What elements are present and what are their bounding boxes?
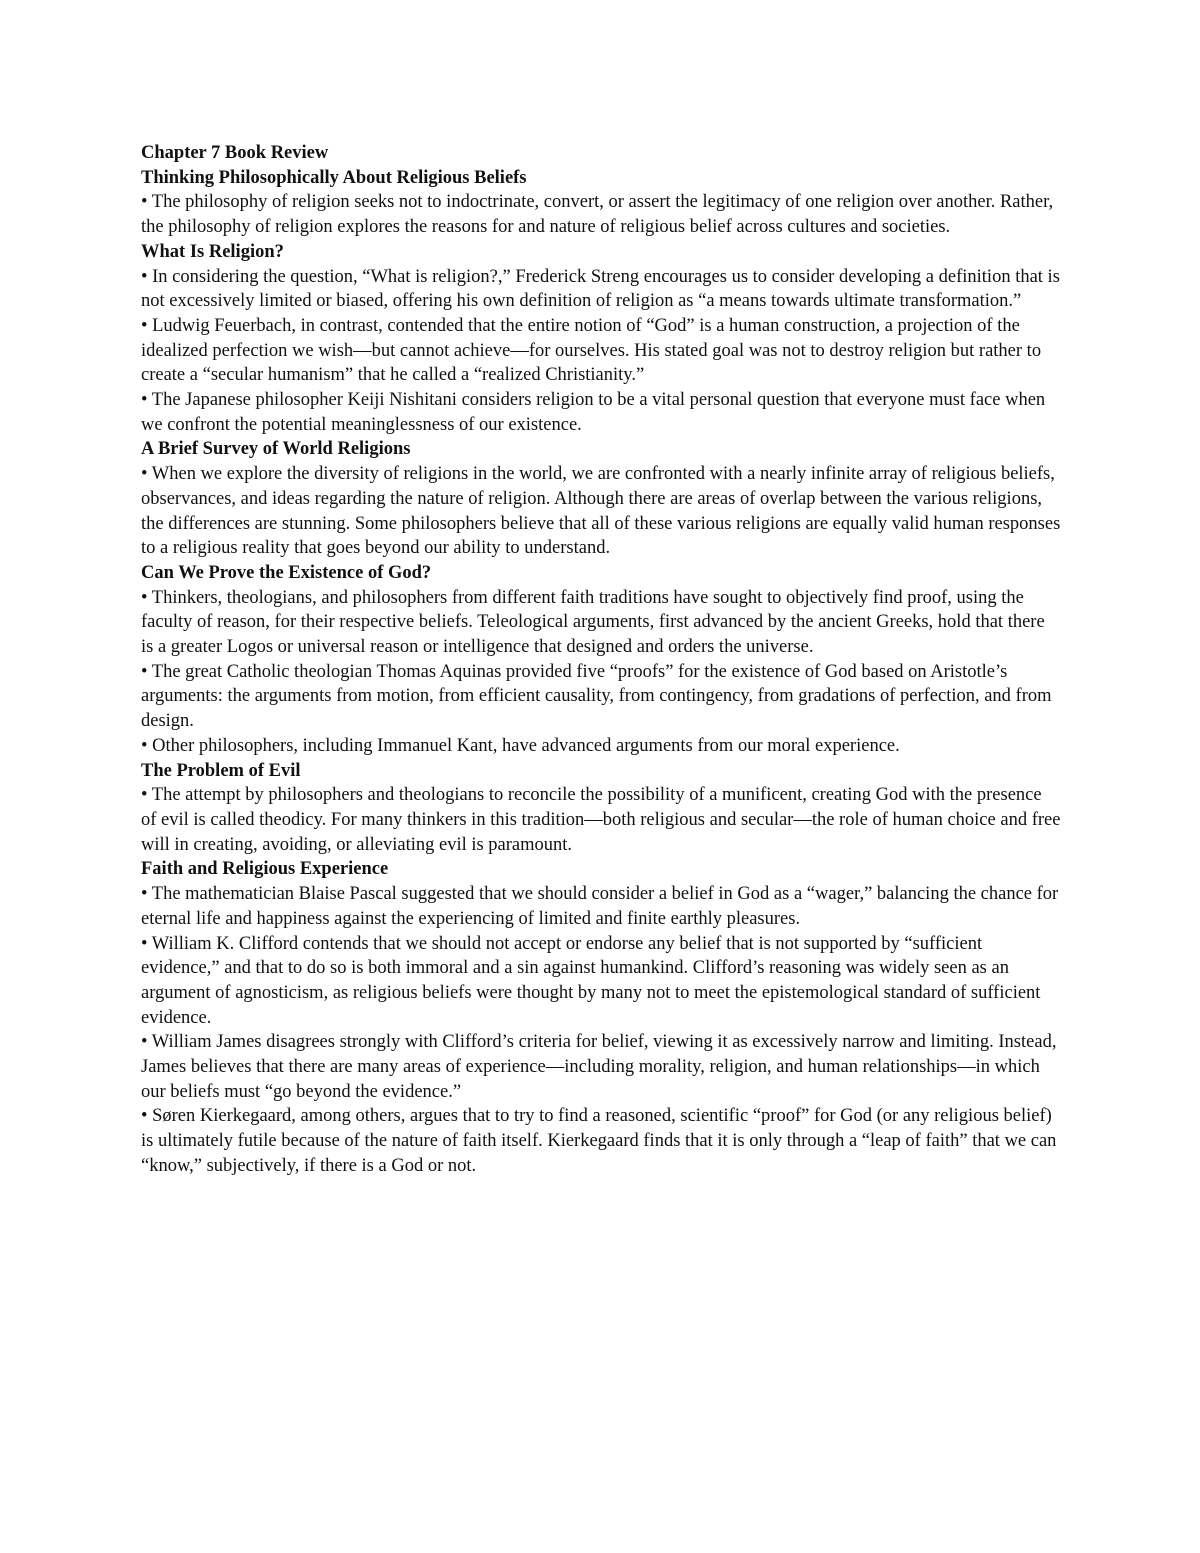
document-title: Chapter 7 Book Review <box>141 143 329 163</box>
bullet-paragraph: • The mathematician Blaise Pascal suggested that we should consider a belief in God as a “wager,” balancing the chance for eternal life and happiness against the experiencing of limited and finite earthly pleasures. <box>141 884 1059 929</box>
bullet-paragraph: • The great Catholic theologian Thomas Aquinas provided five “proofs” for the existence of God based on Aristotle’s arguments: the arguments from motion, from efficient causality, from contingency, from gradations of perfection, and from design. <box>141 661 1052 732</box>
bullet-paragraph: • The Japanese philosopher Keiji Nishitani considers religion to be a vital personal question that everyone must face when we confront the potential meaninglessness of our existence. <box>141 390 1046 435</box>
section-heading: Faith and Religious Experience <box>141 859 389 880</box>
section-heading: Thinking Philosophically About Religious Beliefs <box>141 167 527 188</box>
bullet-paragraph: • William James disagrees strongly with Clifford’s criteria for belief, viewing it as excessively narrow and limiting. Instead, James believes that there are many areas of experience—including morality, religion, and human relationships—in which our beliefs must “go beyond the evidence.” <box>141 1032 1057 1102</box>
bullet-paragraph: • The philosophy of religion seeks not to indoctrinate, convert, or assert the legitimacy of one religion over another. Rather, the philosophy of religion explores the reasons for and nature of religious belief across cultures and societies. <box>141 192 1054 238</box>
document-page <box>141 141 1061 1179</box>
bullet-paragraph: • In considering the question, “What is religion?,” Frederick Streng encourages us to consider developing a definition that is not excessively limited or biased, offering his own definition of religion as “a means towards ultimate transformation.” <box>141 266 1060 312</box>
section-heading: Can We Prove the Existence of God? <box>141 562 432 583</box>
section-world-religions <box>141 437 1061 561</box>
section-existence-of-god <box>141 561 1061 759</box>
section-faith-religious-experience <box>141 857 1061 1178</box>
bullet-paragraph: • Other philosophers, including Immanuel Kant, have advanced arguments from our moral experience. <box>141 735 900 756</box>
section-heading: A Brief Survey of World Religions <box>141 439 411 460</box>
bullet-paragraph: • The attempt by philosophers and theologians to reconcile the possibility of a munificent, creating God with the presence of evil is called theodicy. For many thinkers in this tradition—both religious and secular—the role of human choice and free will in creating, avoiding, or alleviating evil is paramount. <box>141 785 1061 855</box>
section-heading: The Problem of Evil <box>141 760 301 781</box>
bullet-paragraph: • When we explore the diversity of religions in the world, we are confronted with a nearly infinite array of religious beliefs, observances, and ideas regarding the nature of religion. Although there are areas of overlap between the various religions, the differences are stunning. Some philosophers believe that all of these various religions are equally valid human responses to a religious reality that goes beyond our ability to understand. <box>141 464 1061 559</box>
section-thinking-philosophically <box>141 166 1061 240</box>
bullet-paragraph: • William K. Clifford contends that we should not accept or endorse any belief that is not supported by “sufficient evidence,” and that to do so is both immoral and a sin against humankind. Clifford’s reasoning was widely seen as an argument of agnosticism, as religious beliefs were thought by many not to meet the epistemological standard of sufficient evidence. <box>141 933 1041 1028</box>
bullet-paragraph: • Søren Kierkegaard, among others, argues that to try to find a reasoned, scientific “proof” for God (or any religious belief) is ultimately futile because of the nature of faith itself. Kierkegaard finds that it is only through a “leap of faith” that we can “know,” subjectively, if there is a God or not. <box>141 1106 1057 1176</box>
section-problem-of-evil <box>141 759 1061 858</box>
bullet-paragraph: • Thinkers, theologians, and philosophers from different faith traditions have sought to objectively find proof, using the faculty of reason, for their respective beliefs. Teleological arguments, first advanced by the ancient Greeks, hold that there is a greater Logos or universal reason or intelligence that designed and orders the universe. <box>141 587 1045 658</box>
section-heading: What Is Religion? <box>141 241 284 262</box>
section-what-is-religion <box>141 240 1061 438</box>
bullet-paragraph: • Ludwig Feuerbach, in contrast, contended that the entire notion of “God” is a human construction, a projection of the idealized perfection we wish—but cannot achieve—for ourselves. His stated goal was not to destroy religion but rather to create a “secular humanism” that he called a “realized Christianity.” <box>141 315 1042 386</box>
